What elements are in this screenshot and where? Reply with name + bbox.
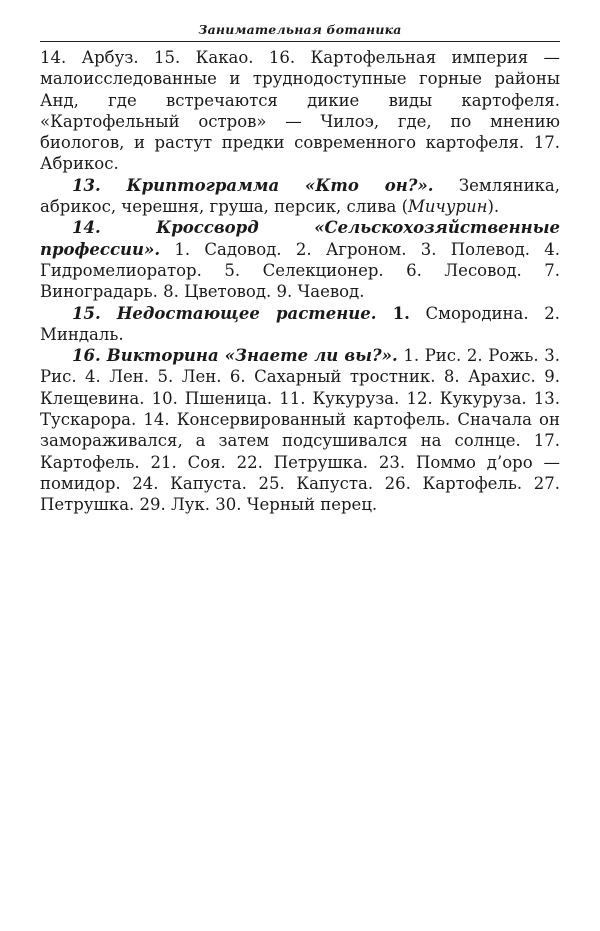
item-heading: 14. Кроссворд «Сельскохозяйственные профессии». bbox=[40, 218, 560, 259]
answer-item-16 bbox=[40, 345, 560, 515]
answer-item-14 bbox=[40, 217, 560, 302]
item-number: 1. bbox=[376, 303, 410, 323]
item-text: 1. Рис. 2. Рожь. 3. Рис. 4. Лен. 5. Лен. 6. Сахарный тростник. 8. Арахис. 9. Клещевина. 10. Пшеница. 11. Кукуруза. 12. Кукуруза. 13. Тускарора. 14. Консервированный картофель. Сначала он замораживался, а затем подсушивался на солнце. 17. Картофель. 21. Соя. 22. Петрушка. 23. Поммо д’оро — помидор. 24. Капуста. 25. Капуста. 26. Картофель. 27. Петрушка. 29. Лук. 30. Черный перец. bbox=[40, 346, 561, 515]
item-heading: 15. Недостающее растение. bbox=[72, 303, 377, 323]
answer-item-15 bbox=[40, 303, 560, 346]
item-heading: 16. Викторина «Знаете ли вы?». bbox=[72, 346, 398, 366]
answers-text bbox=[40, 47, 560, 516]
item-text: Земляника, абрикос, черешня, груша, персик, слива ( bbox=[40, 175, 561, 217]
item-text: Смородина. 2. Миндаль. bbox=[40, 303, 560, 344]
paragraph-text: 14. Арбуз. 15. Какао. 16. Картофельная империя — малоисследованные и труднодоступные горные районы Анд, где встречаются дикие виды картофеля. «Картофельный остров» — Чилоэ, где, по мнению биологов, и растут предки современного картофеля. 17. Абрикос. bbox=[40, 48, 560, 174]
book-page bbox=[40, 22, 560, 516]
item-text-end: ). bbox=[487, 197, 500, 217]
answer-item-13 bbox=[40, 175, 560, 218]
paragraph-continued bbox=[40, 47, 560, 175]
item-text: 1. Садовод. 2. Агроном. 3. Полевод. 4. Гидромелиоратор. 5. Селекционер. 6. Лесовод. 7. Виноградарь. 8. Цветовод. 9. Чаевод. bbox=[40, 239, 560, 302]
item-name: Мичурин bbox=[408, 197, 488, 217]
running-title: Занимательная ботаника bbox=[40, 22, 560, 42]
item-heading: 13. Криптограмма «Кто он?». bbox=[72, 175, 434, 195]
